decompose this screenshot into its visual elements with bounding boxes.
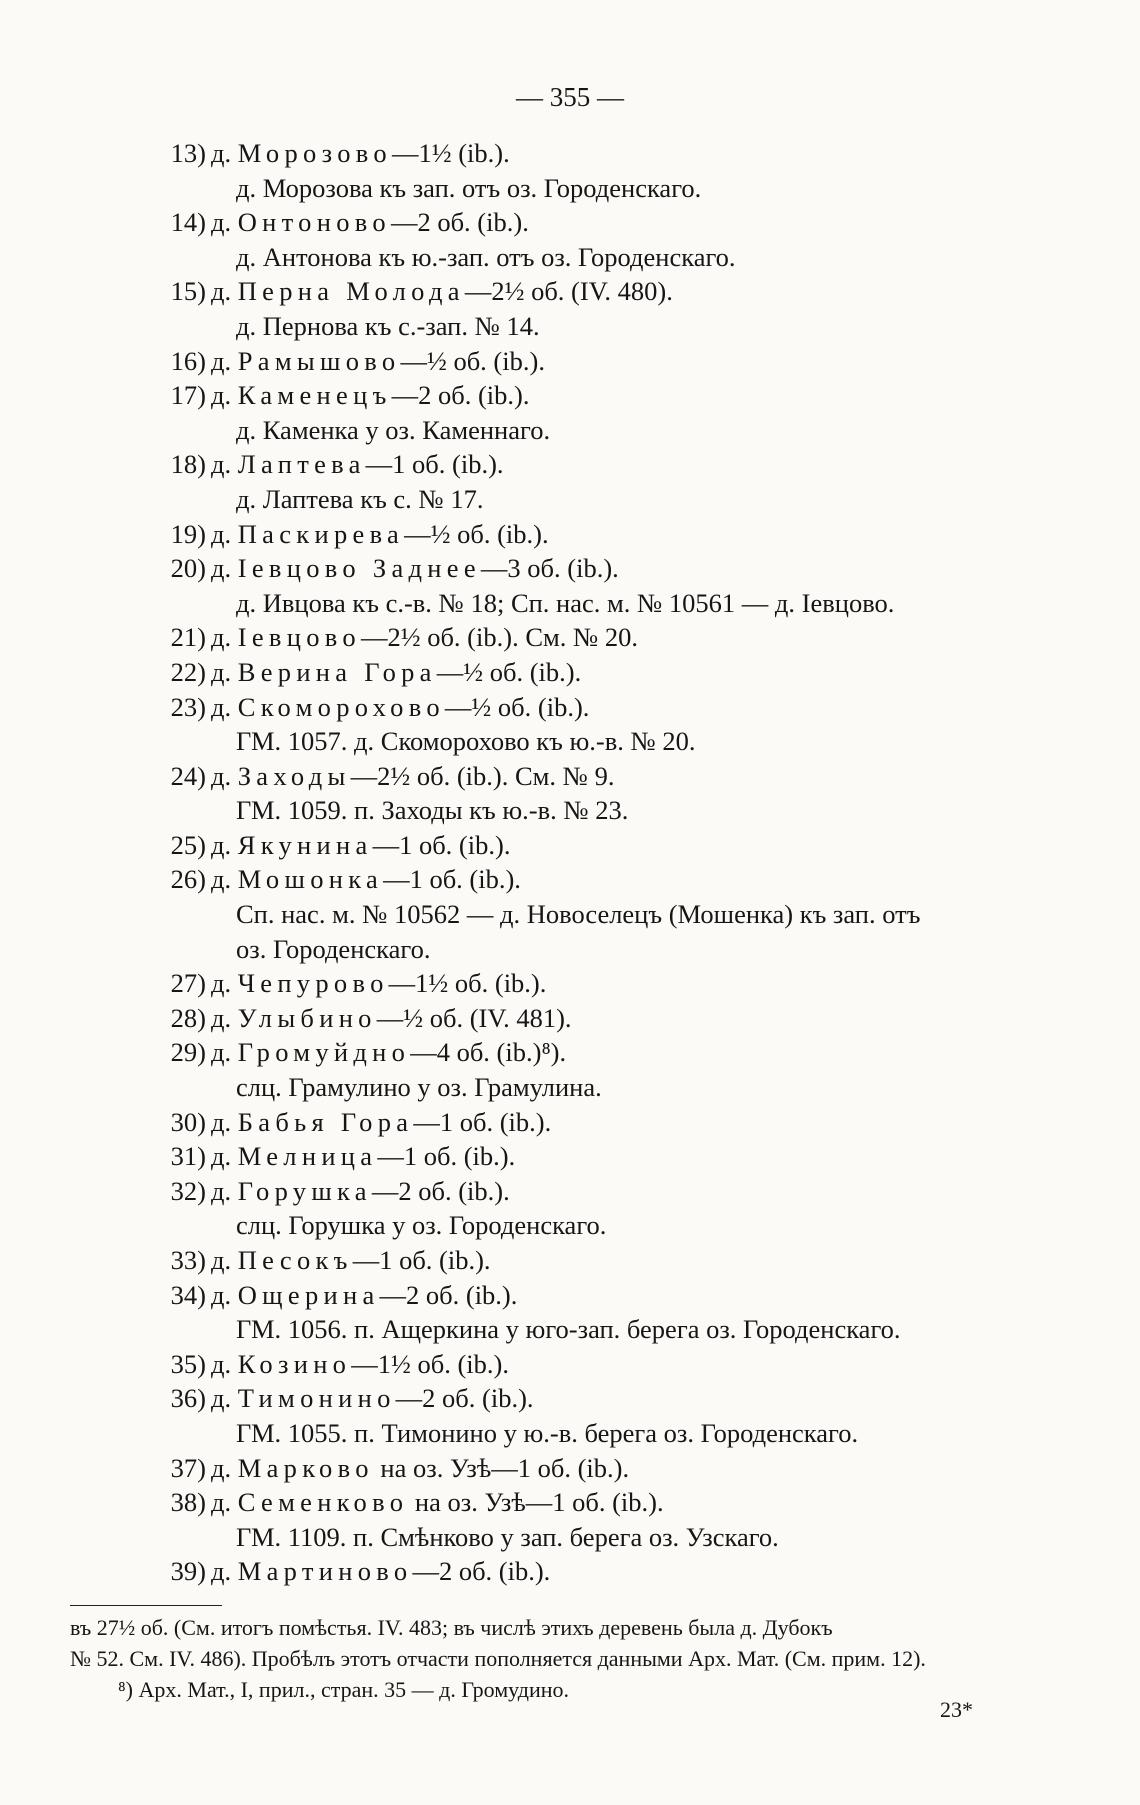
list-item [0,274,1140,309]
list-item [0,205,1140,240]
entry-number: 35) [170,1348,206,1379]
village-name: Скоморохово [237,691,445,722]
entry-text [211,1451,629,1486]
entry-text [211,1554,550,1589]
entry-number: 20) [170,553,206,584]
entry-prefix: д. [211,1002,238,1033]
entry-note: д. Каменка у оз. Каменнаго. [236,414,551,445]
entry-number: 29) [170,1037,206,1068]
entry-prefix: д. [211,1556,238,1587]
entry-text [211,274,673,309]
village-name: Мошонка [237,864,384,895]
entry-prefix: д. [211,1452,238,1483]
entry-number: 33) [170,1245,206,1275]
entry-note: ГМ. 1056. п. Ащеркина у юго-зап. берега оз. Городенскаго. [236,1314,901,1345]
entry-prefix: д. [211,207,238,238]
entry-text [211,1243,491,1278]
entry-number: 24) [170,760,206,791]
entry-prefix: д. [211,691,238,722]
entry-details: —2 об. (ib.). [412,1556,551,1587]
list-item [0,1174,1140,1209]
entry-number: 19) [170,518,206,549]
village-name: Тимонино [237,1383,396,1414]
village-name: Онтоново [237,207,391,238]
list-item [0,1243,1140,1278]
entry-text [211,344,545,379]
entry-details: —1 об. (ib.). [365,449,504,480]
entry-text [211,136,510,171]
list-item [0,655,1140,690]
list-item [0,517,1140,552]
entry-number: 36) [170,1383,206,1414]
entry-number: 26) [170,864,206,895]
village-name: Мелница [237,1141,378,1172]
entry-text [211,966,546,1001]
entry-details: —1½ об. (ib.). [351,1348,509,1379]
entry-details: —2½ об. (ib.). См. № 9. [350,760,615,791]
list-item [0,1278,1140,1313]
entry-text [211,1174,510,1209]
list-item [0,1001,1140,1036]
entry-number: 30) [170,1106,206,1137]
entry-details: —½ об. (ib.). [436,656,582,687]
entry-details: —2 об. (ib.). [391,380,530,411]
entry-text [211,1485,664,1520]
entry-details: —1½ об. (ib.). [388,968,547,999]
entry-number: 17) [170,380,206,411]
list-item [0,1451,1140,1486]
entry-text [211,1105,551,1140]
footnote-line: ⁸) Арх. Мат., I, прил., стран. 35 — д. Громудино. [118,1677,570,1702]
entry-prefix: д. [211,138,238,168]
village-name: Верина Гора [237,656,437,687]
entry-number: 25) [170,829,206,860]
village-name: Козино [237,1348,352,1379]
village-name: Улыбино [237,1002,377,1033]
entry-number: 37) [170,1452,206,1483]
entry-number: 16) [170,345,206,376]
footnote-divider [70,1605,222,1606]
footnote-line: № 52. См. IV. 486). Пробѣлъ этотъ отчасти пополняется данными Арх. Мат. (См. прим. 12). [70,1646,926,1671]
village-name: Якунина [237,829,373,860]
entry-text [211,828,510,863]
entry-text [211,1035,566,1070]
list-item [0,1347,1140,1382]
entry-number: 21) [170,622,206,653]
entry-details: —1 об. (ib.). [413,1106,552,1137]
entry-note: ГМ. 1057. д. Скоморохово къ ю.-в. № 20. [236,726,696,757]
list-item [0,447,1140,482]
entry-details: на оз. Узѣ—1 об. (ib.). [373,1452,630,1483]
entry-prefix: д. [211,1348,238,1379]
entry-note: д. Ивцова къ с.-в. № 18; Сп. нас. м. № 10561 — д. Іевцово. [236,587,895,618]
entry-details: —½ об. (ib.). [444,691,590,722]
entry-details: —2 об. (ib.). [390,207,529,238]
entry-prefix: д. [211,622,238,653]
entry-prefix: д. [211,345,238,376]
entry-text [211,517,549,552]
list-item [0,966,1140,1001]
village-name: Рамышово [237,345,401,376]
entry-details: —1 об. (ib.). [383,864,521,895]
entry-prefix: д. [211,864,238,895]
entry-text [211,690,589,725]
entry-prefix: д. [211,1279,238,1310]
footnote-line: въ 27½ об. (См. итогъ помѣстья. IV. 483; въ числѣ этихъ деревень была д. Дубокъ [70,1615,833,1640]
village-name: Марково [237,1452,374,1483]
entry-text [211,551,619,586]
entry-prefix: д. [211,760,238,791]
entry-details: —½ об. (ib.). [400,345,545,376]
entry-number: 13) [170,138,206,168]
entry-number: 38) [170,1487,206,1518]
entry-note: ГМ. 1059. п. Заходы къ ю.-в. № 23. [236,795,629,826]
entry-number: 27) [170,968,206,999]
entry-text [211,205,529,240]
entry-prefix: д. [211,276,238,307]
entry-details: —3 об. (ib.). [480,553,619,584]
entry-prefix: д. [211,1175,238,1206]
entry-details: —½ об. (IV. 481). [376,1002,572,1033]
entry-note: слц. Горушка у оз. Городенскаго. [236,1210,607,1241]
list-item [0,1554,1140,1589]
village-name: Іевцово [237,622,361,653]
entry-details: —2½ об. (IV. 480). [464,276,673,307]
entry-details: —2 об. (ib.). [371,1175,510,1206]
entry-prefix: д. [211,1037,238,1068]
village-name: Горушка [237,1175,372,1206]
entry-number: 23) [170,691,206,722]
entry-note: слц. Грамулино у оз. Грамулина. [236,1072,602,1103]
village-name: Заходы [237,760,351,791]
page-number: — 355 — [516,82,624,112]
entry-details: —2½ об. (ib.). См. № 20. [360,622,639,653]
entry-details: —½ об. (ib.). [404,518,549,549]
entry-prefix: д. [211,1106,238,1137]
list-item [0,1381,1140,1416]
entry-number: 39) [170,1556,206,1587]
entry-prefix: д. [211,656,238,687]
entry-text [211,1139,515,1174]
entry-text [211,620,638,655]
entry-note: оз. Городенскаго. [236,933,431,964]
entry-details: —2 об. (ib.). [395,1383,534,1414]
entry-details: —2 об. (ib.). [379,1279,518,1310]
signature-mark: 23* [940,1697,973,1722]
entry-text [211,1001,572,1036]
village-name: Паскирева [237,518,405,549]
village-name: Ощерина [237,1279,380,1310]
entry-prefix: д. [211,518,238,549]
list-item [0,1139,1140,1174]
entry-text [211,1347,509,1382]
entry-prefix: д. [211,1245,238,1275]
entry-note: Сп. нас. м. № 10562 — д. Новоселецъ (Мошенка) къ зап. отъ [236,899,921,930]
entry-prefix: д. [211,829,238,860]
list-item [0,136,1140,171]
entry-note: д. Антонова къ ю.-зап. отъ оз. Городенскаго. [236,241,736,272]
entry-prefix: д. [211,1141,238,1172]
entry-prefix: д. [211,1383,238,1414]
list-item [0,828,1140,863]
village-name: Перна Молода [237,276,465,307]
village-name: Іевцово Заднее [237,553,481,584]
entry-prefix: д. [211,380,238,411]
entry-note: ГМ. 1055. п. Тимонино у ю.-в. берега оз. Городенскаго. [236,1417,859,1448]
entry-note: д. Лаптева къ с. № 17. [236,483,484,514]
list-item [0,378,1140,413]
entry-details: —4 об. (ib.)⁸). [410,1037,567,1068]
list-item [0,551,1140,586]
entry-details: —1½ (ib.). [391,138,510,168]
entry-details: —1 об. (ib.). [352,1245,491,1275]
entry-details: —1 об. (ib.). [377,1141,516,1172]
entry-text [211,655,581,690]
entry-text [211,862,521,897]
list-item [0,344,1140,379]
list-item [0,1035,1140,1070]
entry-number: 31) [170,1141,206,1172]
list-item [0,759,1140,794]
entry-number: 14) [170,207,206,238]
village-name: Лаптева [237,449,366,480]
village-name: Каменецъ [237,380,392,411]
entry-number: 18) [170,449,206,480]
list-item [0,620,1140,655]
entry-number: 28) [170,1002,206,1033]
entry-prefix: д. [211,1487,238,1518]
village-name: Семенково [237,1487,409,1518]
entry-details: на оз. Узѣ—1 об. (ib.). [408,1487,664,1518]
entry-text [211,759,614,794]
village-name: Морозово [237,138,392,168]
list-item [0,1485,1140,1520]
entry-text [211,378,529,413]
village-name: Громуйдно [237,1037,411,1068]
entry-number: 22) [170,656,206,687]
entry-note: д. Морозова къ зап. отъ оз. Городенскаго. [236,172,702,203]
entry-text [211,1381,534,1416]
entry-prefix: д. [211,553,238,584]
entry-details: —1 об. (ib.). [372,829,511,860]
entry-text [211,1278,517,1313]
entry-text [211,447,504,482]
village-name: Бабья Гора [237,1106,414,1137]
entry-note: ГМ. 1109. п. Смѣнково у зап. берега оз. Узскаго. [236,1521,779,1552]
village-name: Мартиново [237,1556,413,1587]
entry-number: 15) [170,276,206,307]
footnotes [70,1612,1060,1705]
entry-prefix: д. [211,968,238,999]
entry-prefix: д. [211,449,238,480]
entry-number: 34) [170,1279,206,1310]
village-name: Чепурово [237,968,389,999]
list-item [0,1105,1140,1140]
entry-note: д. Пернова къ с.-зап. № 14. [236,310,540,341]
entry-number: 32) [170,1175,206,1206]
entry-list [0,136,1140,1589]
list-item [0,690,1140,725]
village-name: Песокъ [237,1245,353,1275]
list-item [0,862,1140,897]
